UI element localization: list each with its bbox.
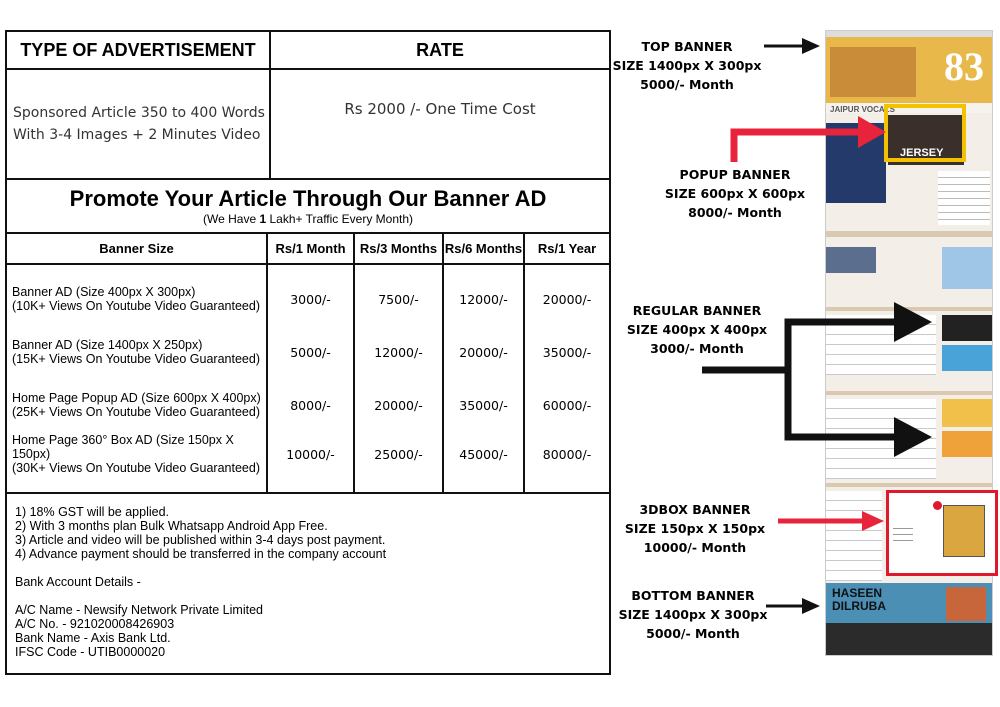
price-cell: 25000/- xyxy=(374,446,423,462)
news-list xyxy=(938,171,990,225)
price-cell: 3000/- xyxy=(290,291,331,307)
price-cell: 20000/- xyxy=(459,344,508,360)
rate-card-table xyxy=(5,30,611,675)
note-item: 3) Article and video will be published within 3-4 days post payment. xyxy=(15,533,386,547)
popup-banner-label: POPUP BANNER SIZE 600px X 600px 8000/- Month xyxy=(664,167,806,220)
note-item: 4) Advance payment should be transferred in the company account xyxy=(15,547,387,561)
price-cell: 10000/- xyxy=(286,446,335,462)
sponsored-line-2: With 3-4 Images + 2 Minutes Video xyxy=(13,127,261,143)
news-list xyxy=(826,315,936,375)
row-divider xyxy=(7,263,609,265)
col-banner-size: Banner Size xyxy=(99,241,174,256)
3d-box-ad xyxy=(943,505,985,557)
price-cell: 80000/- xyxy=(542,446,592,462)
news-list xyxy=(826,399,936,479)
bank-line: A/C No. - 921020008426903 xyxy=(15,617,175,631)
popup-text: JERSEY xyxy=(900,147,944,159)
news-list xyxy=(826,491,882,581)
sponsored-line-1: Sponsored Article 350 to 400 Words xyxy=(13,105,265,121)
price-cell: 12000/- xyxy=(374,344,423,360)
bottom-banner-label: BOTTOM BANNER SIZE 1400px X 300px 5000/- Month xyxy=(618,588,768,641)
price-cell: 45000/- xyxy=(459,446,508,462)
note-item: 2) With 3 months plan Bulk Whatsapp Android App Free. xyxy=(15,519,328,533)
section-title: JAIPUR VOCALS xyxy=(830,105,895,114)
col-1-month: Rs/1 Month xyxy=(275,241,346,256)
price-cell: 20000/- xyxy=(542,291,592,307)
bank-line: A/C Name - Newsify Network Private Limited xyxy=(15,603,263,617)
table-row-box-ad: Home Page 360° Box AD (Size 150px X 150px) (30K+ Views On Youtube Video Guaranteed) xyxy=(12,433,260,475)
traffic-note: (We Have 1 Lakh+ Traffic Every Month) xyxy=(203,212,413,226)
regular-banner-ad xyxy=(942,399,992,427)
col-3-months: Rs/3 Months xyxy=(359,241,438,256)
regular-banner-ad xyxy=(942,345,992,371)
bank-line: IFSC Code - UTIB0000020 xyxy=(15,645,166,659)
bottom-banner-text: HASEEN DILRUBA xyxy=(832,586,886,613)
top-banner-ad xyxy=(826,37,993,103)
sponsored-article-cell xyxy=(7,70,269,178)
site-footer xyxy=(826,623,993,656)
regular-banner-ad xyxy=(942,431,992,457)
promo-heading-cell xyxy=(7,180,609,232)
table-row-popup-ad: Home Page Popup AD (Size 600px X 400px) (25K+ Views On Youtube Video Guaranteed) xyxy=(12,391,261,419)
price-cell: 35000/- xyxy=(542,344,592,360)
bank-line: Bank Name - Axis Bank Ltd. xyxy=(15,631,171,645)
table-row-banner-1400x250: Banner AD (Size 1400px X 250px) (15K+ Views On Youtube Video Guaranteed) xyxy=(12,338,260,366)
price-cell: 7500/- xyxy=(378,291,419,307)
col-6-months: Rs/6 Months xyxy=(444,241,523,256)
regular-banner-ad xyxy=(942,247,992,289)
top-banner-label: TOP BANNER SIZE 1400px X 300px 5000/- Month xyxy=(612,39,762,92)
bank-heading: Bank Account Details - xyxy=(15,575,141,589)
price-cell: 12000/- xyxy=(459,291,508,307)
col-1-year: Rs/1 Year xyxy=(537,241,597,256)
sponsored-rate: Rs 2000 /- One Time Cost xyxy=(344,100,536,118)
news-thumbnail xyxy=(826,247,876,273)
table-row-banner-400x300: Banner AD (Size 400px X 300px) (10K+ Views On Youtube Video Guaranteed) xyxy=(12,285,260,313)
price-cell: 20000/- xyxy=(374,397,423,413)
price-cell: 35000/- xyxy=(459,397,508,413)
price-cell: 5000/- xyxy=(290,344,331,360)
arrow-icon xyxy=(764,38,820,54)
rate-header: RATE xyxy=(416,39,464,60)
terms-notes xyxy=(15,505,386,659)
3dbox-banner-label: 3DBOX BANNER SIZE 150px X 150px 10000/- Month xyxy=(624,502,766,555)
note-item: 1) 18% GST will be applied. xyxy=(15,505,170,519)
price-cell: 60000/- xyxy=(542,397,592,413)
row-divider xyxy=(7,492,609,494)
news-thumbnail xyxy=(826,123,886,203)
regular-banner-ad xyxy=(942,315,992,341)
price-cell: 8000/- xyxy=(290,397,331,413)
type-of-advertisement-header: TYPE OF ADVERTISEMENT xyxy=(20,39,256,60)
arrow-icon xyxy=(766,598,820,614)
top-banner-text: 83 xyxy=(944,44,984,89)
regular-banner-label: REGULAR BANNER SIZE 400px X 400px 3000/- Month xyxy=(626,303,768,356)
popup-highlight-box xyxy=(884,104,966,162)
box-ad-highlight xyxy=(886,490,998,576)
close-icon[interactable] xyxy=(933,501,942,510)
promo-title: Promote Your Article Through Our Banner AD xyxy=(69,186,547,211)
bottom-banner-ad xyxy=(826,583,993,623)
